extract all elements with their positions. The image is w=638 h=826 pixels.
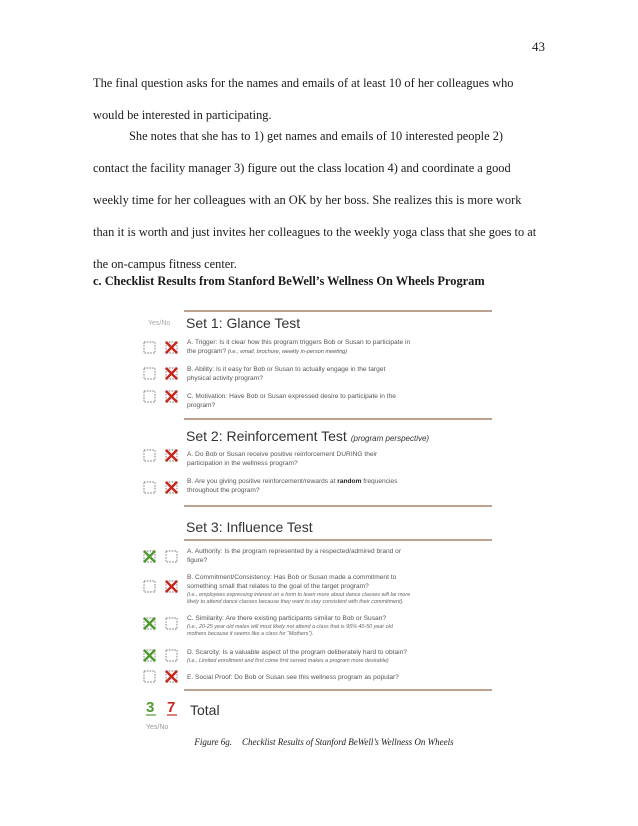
- yes-checkbox: [144, 391, 155, 402]
- item-text: throughout the program?: [187, 487, 260, 494]
- total-label: Total: [190, 702, 220, 718]
- text-line: contact the facility manager 3) figure out the class location 4) and coordinate a good: [93, 161, 511, 175]
- text-line: than it is worth and just invites her colleagues to the weekly yoga class that she goes to at: [93, 225, 537, 239]
- set2-subtitle: (program perspective): [350, 434, 430, 443]
- no-checkbox: [166, 482, 177, 493]
- text-line: The final question asks for the names and emails of at least 10 of her colleagues who: [93, 76, 514, 90]
- item-note: mothers because it seems like a class for “Mothers”).: [187, 631, 314, 637]
- item-text: the program?: [187, 348, 227, 355]
- item-text: C. Motivation: Have Bob or Susan expressed desire to participate in the: [187, 393, 396, 400]
- no-checkbox: [166, 581, 177, 592]
- set3-item-e: [144, 671, 399, 682]
- set1-title: Set 1: Glance Test: [186, 315, 301, 331]
- section-heading: c. Checklist Results from Stanford BeWell’s Wellness On Wheels Program: [93, 274, 485, 288]
- set2-title-text: Set 2: Reinforcement Test: [186, 428, 347, 444]
- no-checkbox: [166, 618, 177, 629]
- caption-text: Checklist Results of Stanford BeWell’s Wellness On Wheels: [242, 737, 454, 747]
- yes-checkbox: [144, 368, 155, 379]
- yes-checkbox: [144, 618, 155, 629]
- set2-item-b: [144, 478, 398, 494]
- yes-checkbox: [144, 482, 155, 493]
- item-note: (i.e., email, brochure, weekly in-person meeting): [226, 349, 348, 355]
- set3-item-b: [144, 574, 410, 605]
- item-text: [187, 478, 398, 485]
- total-yes-no-label: Yes/No: [146, 724, 169, 731]
- item-text: [187, 348, 347, 355]
- set3-item-d: [144, 649, 407, 664]
- no-count: 7: [167, 699, 176, 716]
- yes-checkbox: [144, 551, 155, 562]
- set1-item-c: [144, 391, 396, 409]
- set1-item-b: [144, 366, 385, 382]
- item-note: likely to attend dance classes because they want to stay consistent with their commitment).: [187, 599, 404, 605]
- item-text: frequencies: [361, 478, 398, 485]
- item-note: (i.e., Limited enrollment and first come first served makes a program more desirable): [187, 658, 389, 664]
- text-line: She notes that she has to 1) get names and emails of 10 interested people 2): [129, 129, 504, 143]
- item-note: (i.e., employees expressing interest on a form to learn more about dance classes will be more: [187, 592, 411, 598]
- yes-checkbox: [144, 342, 155, 353]
- no-checkbox: [166, 551, 177, 562]
- no-checkbox: [166, 650, 177, 661]
- yes-no-header: Yes/No: [148, 320, 171, 327]
- no-checkbox: [166, 450, 177, 461]
- caption-label: Figure 6g.: [194, 737, 233, 747]
- item-text: participation in the wellness program?: [187, 460, 298, 467]
- set2-item-a: [144, 450, 378, 467]
- set1-item-a: [144, 339, 411, 355]
- checklist-figure: [140, 305, 500, 737]
- set3-item-a: [144, 548, 402, 564]
- item-text: something small that relates to the goal of the target program?: [187, 583, 369, 590]
- item-text: D. Scarcity: Is a valuable aspect of the program deliberately hard to obtain?: [187, 649, 407, 656]
- item-text: B. Are you giving positive reinforcement/rewards at: [187, 478, 338, 485]
- no-checkbox: [166, 342, 177, 353]
- item-text: B. Ability: Is it easy for Bob or Susan to actually engage in the target: [187, 366, 386, 373]
- no-checkbox: [166, 671, 177, 682]
- figure-caption: [0, 737, 638, 747]
- item-text: physical activity program?: [187, 375, 263, 382]
- yes-checkbox: [144, 581, 155, 592]
- text-line: the on-campus fitness center.: [93, 257, 237, 271]
- item-note: (i.e., 20-25 year old males will most likely not attend a class that is 95% 40-50 year old: [187, 624, 393, 630]
- text-line: weekly time for her colleagues with an OK by her boss. She realizes this is more work: [93, 193, 522, 207]
- item-text: C. Similarity: Are there existing participants similar to Bob or Susan?: [187, 615, 386, 622]
- yes-checkbox: [144, 450, 155, 461]
- text-line: would be interested in participating.: [93, 108, 272, 122]
- item-emphasis: random: [337, 478, 362, 485]
- no-checkbox: [166, 368, 177, 379]
- paragraph-2: [93, 120, 553, 280]
- item-text: program?: [187, 402, 216, 409]
- no-checkbox: [166, 391, 177, 402]
- item-text: A. Trigger: Is it clear how this program triggers Bob or Susan to participate in: [187, 339, 411, 346]
- item-text: A. Do Bob or Susan receive positive reinforcement DURING their: [187, 451, 378, 458]
- yes-checkbox: [144, 650, 155, 661]
- item-text: E. Social Proof: Do Bob or Susan see this wellness program as popular?: [187, 674, 399, 681]
- item-text: A. Authority: Is the program represented by a respected/admired brand or: [187, 548, 402, 555]
- yes-count: 3: [146, 699, 155, 716]
- set3-title: Set 3: Influence Test: [186, 519, 313, 535]
- item-text: figure?: [187, 557, 208, 564]
- set2-title: [186, 428, 429, 444]
- yes-checkbox: [144, 671, 155, 682]
- item-text: B. Commitment/Consistency: Has Bob or Susan made a commitment to: [187, 574, 397, 581]
- page-number: 43: [532, 39, 545, 54]
- set3-item-c: [144, 615, 394, 637]
